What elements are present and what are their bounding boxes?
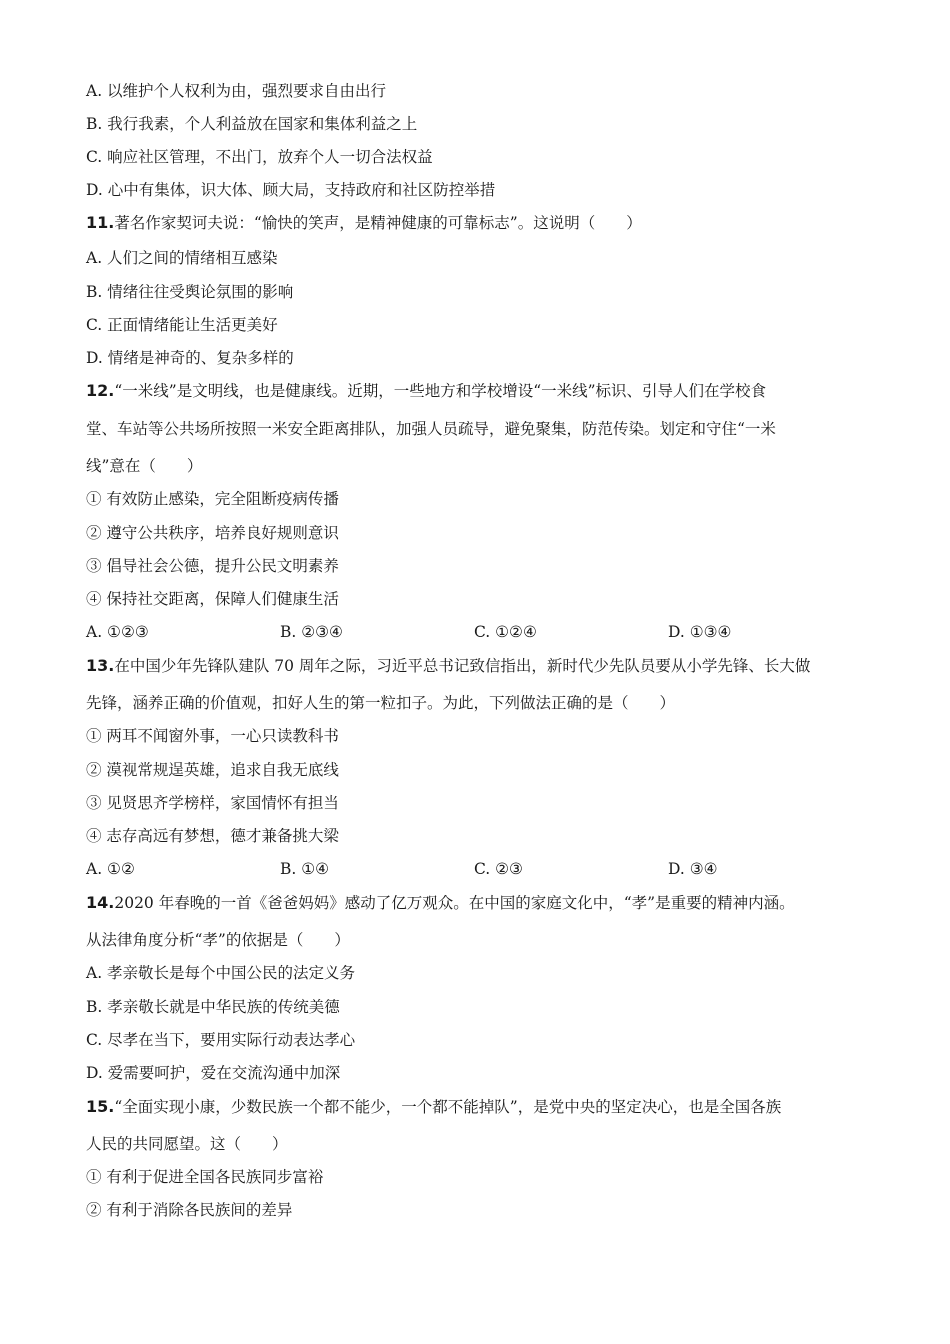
q14-option-a: A. 孝亲敬长是每个中国公民的法定义务 xyxy=(86,964,356,982)
q13-choice-b: B. ①④ xyxy=(280,860,330,878)
q13-statement-3: ③ 见贤思齐学榜样，家国情怀有担当 xyxy=(86,794,339,812)
q13-stem-1: 在中国少年先锋队建队 70 周年之际，习近平总书记致信指出，新时代少先队员要从小学先锋、长大做 xyxy=(114,657,811,675)
q13-choice-c: C. ②③ xyxy=(474,860,523,878)
q11-stem-line xyxy=(86,213,890,233)
q13-statement-1: ① 两耳不闻窗外事，一心只读教科书 xyxy=(86,727,339,745)
q13-stem-line-1 xyxy=(86,656,890,676)
q11-option-c: C. 正面情绪能让生活更美好 xyxy=(86,316,278,334)
q15-stem-1: “全面实现小康，少数民族一个都不能少，一个都不能掉队”，是党中央的坚定决心，也是全国各族 xyxy=(114,1098,782,1116)
q15-stem-line-1 xyxy=(86,1097,890,1117)
q12-stem-line-3: 线”意在（ ） xyxy=(86,457,203,475)
q11-number: 11. xyxy=(86,213,115,232)
q12-choice-b: B. ②③④ xyxy=(280,623,343,641)
q13-choice-d: D. ③④ xyxy=(668,860,718,878)
q13-statement-4: ④ 志存高远有梦想，德才兼备挑大梁 xyxy=(86,827,339,845)
q13-stem-line-2: 先锋，涵养正确的价值观，扣好人生的第一粒扣子。为此，下列做法正确的是（ ） xyxy=(86,694,676,712)
q12-statement-3: ③ 倡导社会公德，提升公民文明素养 xyxy=(86,557,339,575)
q14-option-c: C. 尽孝在当下，要用实际行动表达孝心 xyxy=(86,1031,356,1049)
q12-stem-line-2: 堂、车站等公共场所按照一米安全距离排队，加强人员疏导，避免聚集，防范传染。划定和守住“一米 xyxy=(86,420,776,438)
q11-option-a: A. 人们之间的情绪相互感染 xyxy=(86,249,278,267)
q12-statement-2: ② 遵守公共秩序，培养良好规则意识 xyxy=(86,524,339,542)
q12-stem-1: “一米线”是文明线，也是健康线。近期，一些地方和学校增设“一米线”标识、引导人们在学校食 xyxy=(114,382,767,400)
q12-choice-c: C. ①②④ xyxy=(474,623,537,641)
q11-option-b: B. 情绪往往受舆论氛围的影响 xyxy=(86,283,294,301)
q14-stem-1: 2020 年春晚的一首《爸爸妈妈》感动了亿万观众。在中国的家庭文化中，“孝”是重要的精神内涵。 xyxy=(114,894,795,912)
q12-choice-d: D. ①③④ xyxy=(668,623,732,641)
q13-choice-a: A. ①② xyxy=(86,860,135,878)
q11-option-d: D. 情绪是神奇的、复杂多样的 xyxy=(86,349,294,367)
q14-stem-line-2: 从法律角度分析“孝”的依据是（ ） xyxy=(86,931,350,949)
q12-statement-4: ④ 保持社交距离，保障人们健康生活 xyxy=(86,590,339,608)
q14-stem-line-1 xyxy=(86,893,890,913)
q15-number: 15. xyxy=(86,1097,115,1116)
q11-stem: 著名作家契诃夫说：“愉快的笑声，是精神健康的可靠标志”。这说明（ ） xyxy=(114,214,642,232)
q14-option-d: D. 爱需要呵护，爱在交流沟通中加深 xyxy=(86,1064,341,1082)
q15-statement-2: ② 有利于消除各民族间的差异 xyxy=(86,1201,293,1219)
q12-number: 12. xyxy=(86,381,115,400)
q15-statement-1: ① 有利于促进全国各民族同步富裕 xyxy=(86,1168,324,1186)
q12-statement-1: ① 有效防止感染，完全阻断疫病传播 xyxy=(86,490,339,508)
q10-option-d: D. 心中有集体，识大体、顾大局，支持政府和社区防控举措 xyxy=(86,181,496,199)
q14-option-b: B. 孝亲敬长就是中华民族的传统美德 xyxy=(86,998,340,1016)
q13-statement-2: ② 漠视常规逞英雄，追求自我无底线 xyxy=(86,761,339,779)
q13-number: 13. xyxy=(86,656,115,675)
q15-stem-line-2: 人民的共同愿望。这（ ） xyxy=(86,1135,288,1153)
q10-option-a: A. 以维护个人权利为由，强烈要求自由出行 xyxy=(86,82,387,100)
q10-option-c: C. 响应社区管理，不出门，放弃个人一切合法权益 xyxy=(86,148,433,166)
q12-stem-line-1 xyxy=(86,381,890,401)
q14-number: 14. xyxy=(86,893,115,912)
q12-choice-a: A. ①②③ xyxy=(86,623,149,641)
q10-option-b: B. 我行我素，个人利益放在国家和集体利益之上 xyxy=(86,115,418,133)
